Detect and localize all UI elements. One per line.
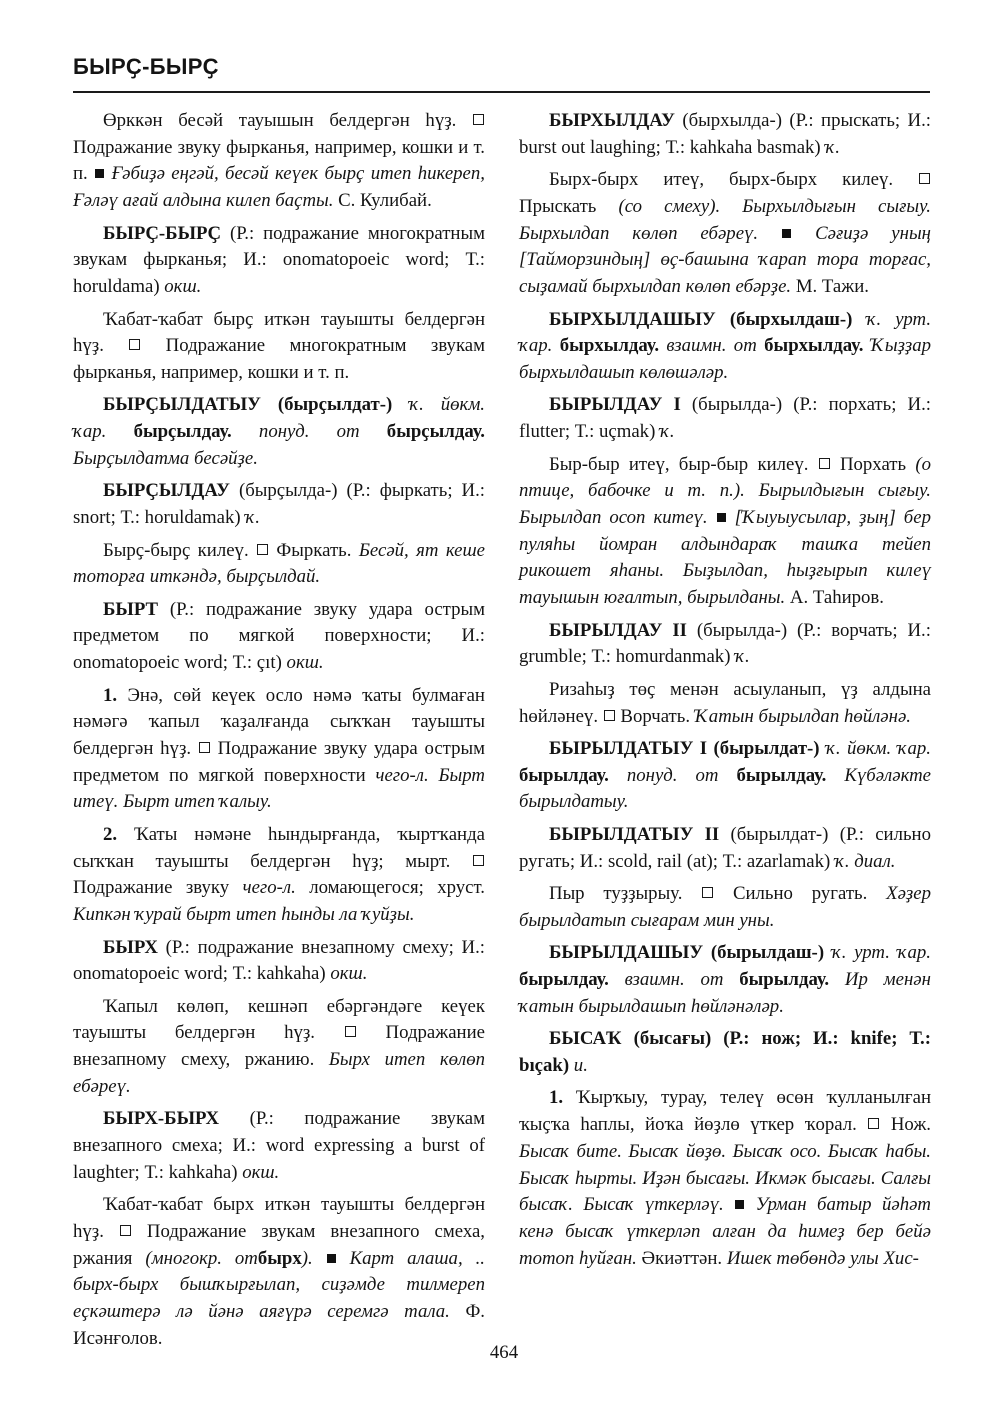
example-text: Ғәбиҙә еңгәй, бесәй кеүек бырҫ итеп һикереп, Ғәләү ағай алдына килеп баҫты. <box>73 163 485 212</box>
example-text: Бысаҡ бите. Бысаҡ йөҙө. Бысаҡ осо. Бысаҡ һабы. Бысаҡ һырты. Иҙән бысағы. Икмәк бысағы. Салғы бысаҡ. Бысаҡ үткерләү. <box>519 1140 931 1216</box>
headword: БЫРЫЛДАШЫУ <box>549 942 704 964</box>
dictionary-entry: БЫРХ-БЫРХ (Р.: подражание звукам внезапного смеха; И.: word expressing a burst of laughter; Т.: kahkaha) окш. <box>73 1108 486 1183</box>
filled-square-icon <box>327 1254 336 1263</box>
headword: БЫРҪЫЛДАУ <box>103 480 230 502</box>
example-text: Бырхылдығын сығыу. Бырхылдап көлөп ебәреү. <box>519 195 932 244</box>
right-column <box>519 108 931 1278</box>
dictionary-entry: БЫРХЫЛДАУ (бырхылда-) (Р.: прыскать; И.: burst out laughing; Т.: kahkaha basmak) ҡ. <box>519 110 931 158</box>
definition: Бырх-бырх итеү, бырх-бырх килеү. Прыскать (со смеху). Бырхылдығын сығыу. Бырхылдап көлөп ебәреү. Сәғиҙә уның [Тайморзиндың] өҫ-башына ҡарап тора торғас, сыҙамай бырхылдап көлөп ебәрҙе. М. Тажи. <box>519 169 932 298</box>
example-text: Ҡыҙҙар бырхылдашып көлөшәләр. <box>519 335 932 383</box>
page-header-title: БЫРҪ-БЫРҪ <box>73 54 219 79</box>
definition: Пыр туҙҙырыу. Сильно ругать. Хәҙер бырылдатып сығарам мин уны. <box>519 883 931 931</box>
author: Ф. Исәнғолов. <box>73 1301 485 1349</box>
definition: 1. Энә, сөй кеүек осло нәмә ҡаты булмаған нәмәгә ҡапыл ҡаҙалғанда сыҡҡан тауышты белдергән һүҙ. Подражание звуку удара острым предметом по мягкой поверхности чего-л. Бырт итеү. Бырт итеп ҡалыу. <box>73 684 486 813</box>
dictionary-entry: БЫРҪЫЛДАУ (бырҫылда-) (Р.: фыркать; И.: snort; Т.: horuldamak) ҡ. <box>73 480 486 529</box>
page-number: 464 <box>489 1342 519 1363</box>
author: Әкиәттән. <box>641 1247 723 1269</box>
example-text: Хәҙер бырылдатып сығарам мин уны. <box>519 883 931 931</box>
dictionary-entry: БЫРЫЛДАШЫУ (бырылдаш-) ҡ. урт. ҡар. бырылдау. взаимн. от бырылдау. Ир менән ҡатын бырылдашып һөйләнәләр. <box>519 942 932 1017</box>
filled-square-icon <box>95 169 104 178</box>
definition: Бырҫ-бырҫ килеү. Фыркать. Бесәй, ят кеше тоторға иткәндә, бырҫылдай. <box>73 539 485 588</box>
definition: Ризаһыҙ төҫ менән асыуланып, үҙ алдына һөйләнеү. Ворчать. Ҡатын бырылдап һөйләнә. <box>519 678 931 727</box>
empty-square-icon <box>129 339 140 350</box>
example-text: Кипкән ҡурай бырт итеп һынды ла ҡуйҙы. <box>73 904 415 926</box>
filled-square-icon <box>717 513 726 522</box>
definition: Ҡабат-ҡабат бырх иткән тауышты белдергән һүҙ. Подражание звукам внезапного смеха, ржания (многокр. отбырх). Карт алаша, .. бырх-бырх бышҡырғылап, сиҙәмде тилмереп еҫкәштерә лә йәнә аяғүрә серемгә тала. Ф. Исәнғолов. <box>73 1194 485 1349</box>
empty-square-icon <box>473 855 484 866</box>
empty-square-icon <box>919 173 930 184</box>
author: А. Таһиров. <box>789 587 884 609</box>
headword: БЫРЫЛДАТЫУ I <box>549 738 708 760</box>
example-text: Карт алаша, .. бырх-бырх бышҡырғылап, сиҙәмде тилмереп еҫкәштерә лә йәнә аяғүрә серемгә тала. <box>73 1247 485 1323</box>
headword: БЫРХ-БЫРХ <box>103 1108 220 1130</box>
dictionary-entry: БЫРЫЛДАУ I (бырылда-) (Р.: порхать; И.: flutter; Т.: uçmak) ҡ. <box>519 394 932 443</box>
dictionary-entry: Өрккән бесәй тауышын белдергән һүҙ. Подражание звуку фырканья, например, кошки и т. п. Ғәбиҙә еңгәй, бесәй кеүек бырҫ итеп һикереп, Ғәләү ағай алдына килеп баҫты. С. Кулибай. <box>73 110 485 212</box>
empty-square-icon <box>868 1118 879 1129</box>
header-divider <box>73 91 930 93</box>
headword: БЫРХЫЛДАУ <box>549 110 675 131</box>
headword: БЫРХ <box>103 936 158 958</box>
dictionary-entry: БЫРҪЫЛДАТЫУ (бырҫылдат-) ҡ. йөкм. ҡар. бырҫылдау. понуд. от бырҫылдау. Бырҫылдатма бесәйҙе. <box>73 394 486 469</box>
definition: Ҡабат-ҡабат бырҫ иткән тауышты белдергән һүҙ. Подражание многократным звукам фырканья, например, кошки и т. п. <box>73 308 486 383</box>
example-text: Сәғиҙә уның [Тайморзиндың] өҫ-башына ҡарап тора торғас, сыҙамай бырхылдап көлөп ебәрҙе. <box>519 222 932 298</box>
definition: Быр-быр итеү, быр-быр килеү. Порхать (о птице, бабочке и т. п.). Бырылдығын сығыу. Бырылдап осоп китеү. [Ҡыуыусылар, ҙың] бер пуляһы йомран алдындараҡ ташҡа тейеп рикошет яһаны. Быҙылдап, һыҙғырып килеү тауышын юғалтып, бырылданы. А. Таһиров. <box>519 453 932 609</box>
headword: БЫРХЫЛДАШЫУ <box>549 308 716 330</box>
empty-square-icon <box>473 114 484 125</box>
example-text: Ир менән ҡатын бырылдашып һөйләнәләр. <box>519 969 931 1017</box>
dictionary-entry: БЫРЫЛДАТЫУ II (бырылдат-) (Р.: сильно ругать; И.: scold, rail (at); Т.: azarlamak) ҡ. диал. <box>519 823 931 872</box>
definition: 2. Ҡаты нәмәне һындырғанда, ҡыртҡанда сыҡҡан тауышты белдергән һүҙ; мырт. Подражание звуку чего-л. ломающегося; хруст. Кипкән ҡурай бырт итеп һынды ла ҡуйҙы. <box>73 823 485 926</box>
headword: БЫРЫЛДАТЫУ II <box>549 823 720 845</box>
empty-square-icon <box>345 1026 356 1037</box>
dictionary-entry: БЫРҪ-БЫРҪ (Р.: подражание многократным звукам фырканья; И.: onomatopoeic word; Т.: horuldama) окш. <box>73 222 485 298</box>
example-text: Бырт итеү. Бырт итеп ҡалыу. <box>73 764 485 813</box>
empty-square-icon <box>819 458 830 469</box>
empty-square-icon <box>604 710 615 721</box>
headword: БЫРТ <box>103 598 159 620</box>
dictionary-entry: БЫРТ (Р.: подражание звуку удара острым предметом по мягкой поверхности; И.: onomatopoeic word; Т.: çıt) окш. <box>73 598 485 674</box>
empty-square-icon <box>120 1225 131 1236</box>
headword: БЫРҪЫЛДАТЫУ <box>103 394 261 416</box>
dictionary-entry: БЫРЫЛДАУ II (бырылда-) (Р.: ворчать; И.: grumble; Т.: homurdanmak) ҡ. <box>519 619 931 668</box>
empty-square-icon <box>702 887 713 898</box>
dictionary-entry: БЫРХ (Р.: подражание внезапному смеху; И.: onomatopoeic word; Т.: kahkaha) окш. <box>73 936 485 985</box>
example-text: Ишек төбөндә улы Хис- <box>726 1247 919 1269</box>
definition: Ҡапыл көлөп, кешнәп ебәргәндәге кеүек тауышты белдергән һүҙ. Подражание внезапному смеху, ржанию. Бырх итеп көлөп ебәреү. <box>73 995 485 1097</box>
example-text: Бырх итеп көлөп ебәреү. <box>73 1049 485 1097</box>
headword: БЫСАҠ <box>549 1028 622 1050</box>
headword: БЫРҪ-БЫРҪ <box>103 222 222 244</box>
definition: 1. Ҡырҡыу, турау, телеү өсөн ҡулланылған ҡыҫҡа һаплы, йоҡа йөҙлө үткер ҡорал. Нож. Бысаҡ бите. Бысаҡ йөҙө. Бысаҡ осо. Бысаҡ һабы. Бысаҡ һырты. Иҙән бысағы. Икмәк бысағы. Салғы бысаҡ. Бысаҡ үткерләү. Урман батыр йәһәт кенә бысаҡ үткерләп алған да һимеҙ бер бейә тотоп һуйған. Әкиәттән. Ишек төбөндә улы Хис- <box>519 1087 932 1269</box>
dictionary-entry: БЫСАҠ (бысағы) (Р.: нож; И.: knife; Т.: bıçak) и. <box>519 1028 931 1076</box>
example-text: Бырҫылдатма бесәйҙе. <box>73 447 258 469</box>
headword: БЫРЫЛДАУ II <box>549 619 687 641</box>
example-text: Урман батыр йәһәт кенә бысаҡ үткерләп алған да һимеҙ бер бейә тотоп һуйған. <box>519 1194 931 1269</box>
example-text: [Ҡыуыусылар, ҙың] бер пуляһы йомран алдындараҡ ташҡа тейеп рикошет яһаны. Быҙылдап, һыҙғырып килеү тауышын юғалтып, бырылданы. <box>519 507 931 609</box>
filled-square-icon <box>735 1200 744 1209</box>
dictionary-entry: БЫРЫЛДАТЫУ I (бырылдат-) ҡ. йөкм. ҡар. бырылдау. понуд. от бырылдау. Күбәләкте бырылдатыу. <box>519 738 932 813</box>
example-text: Ҡатын бырылдап һөйләнә. <box>694 705 911 727</box>
example-text: Бырылдығын сығыу. Бырылдап осоп китеү. <box>519 480 932 529</box>
empty-square-icon <box>257 544 268 555</box>
headword: БЫРЫЛДАУ I <box>549 394 681 416</box>
filled-square-icon <box>782 229 791 238</box>
dictionary-entry: БЫРХЫЛДАШЫУ (бырхылдаш-) ҡ. урт. ҡар. бырхылдау. взаимн. от бырхылдау. Ҡыҙҙар бырхылдашып көлөшәләр. <box>519 308 932 383</box>
example-text: Бесәй, ят кеше тоторға иткәндә, бырҫылдай. <box>73 539 485 588</box>
author: М. Тажи. <box>795 276 869 298</box>
example-text: Күбәләкте бырылдатыу. <box>519 764 932 813</box>
empty-square-icon <box>199 742 210 753</box>
left-column <box>73 108 485 1358</box>
author: С. Кулибай. <box>338 190 432 212</box>
